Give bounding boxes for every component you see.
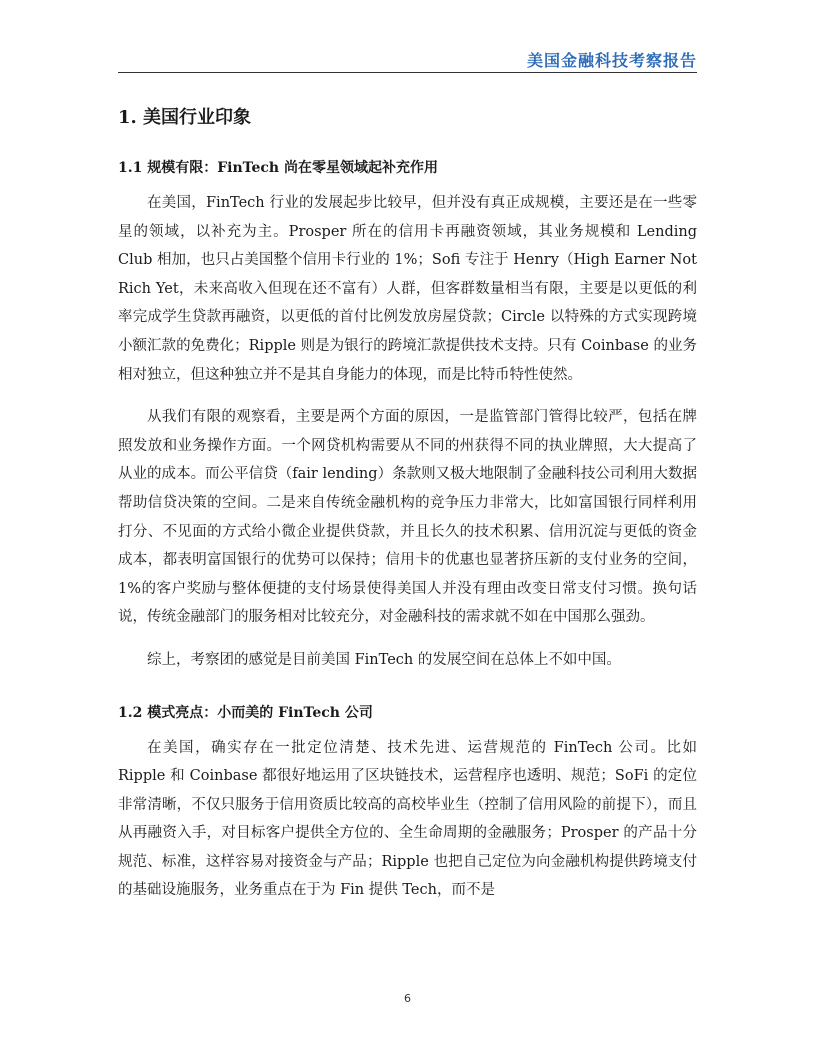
paragraph: 在美国，确实存在一批定位清楚、技术先进、运营规范的 FinTech 公司。比如 Ripple 和 Coinbase 都很好地运用了区块链技术，运营程序也透明、规范；SoFi 的定位非常清晰，不仅只服务于信用资质比较高的高校毕业生（控制了信用风险的前提下），而且从再融资入手，对目标客户提供全方位的、全生命周期的金融服务；Prosper 的产品十分规范、标准，这样容易对接资金与产品；Ripple 也把自己定位为向金融机构提供跨境支付的基础设施服务，业务重点在于为 Fin 提供 Tech，而不是 bbox=[118, 739, 697, 899]
section-heading: 1. 美国行业印象 bbox=[118, 107, 252, 128]
paragraph: 综上，考察团的感觉是目前美国 FinTech 的发展空间在总体上不如中国。 bbox=[147, 651, 621, 668]
paragraph: 从我们有限的观察看，主要是两个方面的原因，一是监管部门管得比较严，包括在牌照发放和业务操作方面。一个网贷机构需要从不同的州获得不同的执业牌照，大大提高了从业的成本。而公平信贷（fair lending）条款则又极大地限制了金融科技公司利用大数据帮助信贷决策的空间。二是来自传统金融机构的竞争压力非常大，比如富国银行同样利用打分、不见面的方式给小微企业提供贷款，并且长久的技术积累、信用沉淀与更低的资金成本，都表明富国银行的优势可以保持；信用卡的优惠也显著挤压新的支付业务的空间，1%的客户奖励与整体便捷的支付场景使得美国人并没有理由改变日常支付习惯。换句话说，传统金融部门的服务相对比较充分，对金融科技的需求就不如在中国那么强劲。 bbox=[118, 409, 697, 626]
subsection-heading-1-1: 1.1 规模有限：FinTech 尚在零星领域起补充作用 bbox=[118, 160, 438, 176]
report-header-title: 美国金融科技考察报告 bbox=[526, 51, 697, 70]
document-body bbox=[118, 100, 697, 919]
header-divider bbox=[118, 72, 697, 73]
paragraph: 在美国，FinTech 行业的发展起步比较早，但并没有真正成规模，主要还是在一些零星的领域，以补充为主。Prosper 所在的信用卡再融资领域，其业务规模和 Lending Club 相加，也只占美国整个信用卡行业的 1%；Sofi 专注于 Henry（High Earner Not Rich Yet，未来高收入但现在还不富有）人群，但客群数量相当有限，主要是以更低的利率完成学生贷款再融资，以更低的首付比例发放房屋贷款；Circle 以特殊的方式实现跨境小额汇款的免费化；Ripple 则是为银行的跨境汇款提供技术支持。只有 Coinbase 的业务相对独立，但这种独立并不是其自身能力的体现，而是比特币特性使然。 bbox=[118, 195, 697, 383]
page-number: 6 bbox=[404, 992, 411, 1005]
subsection-heading-1-2: 1.2 模式亮点：小而美的 FinTech 公司 bbox=[118, 704, 373, 721]
